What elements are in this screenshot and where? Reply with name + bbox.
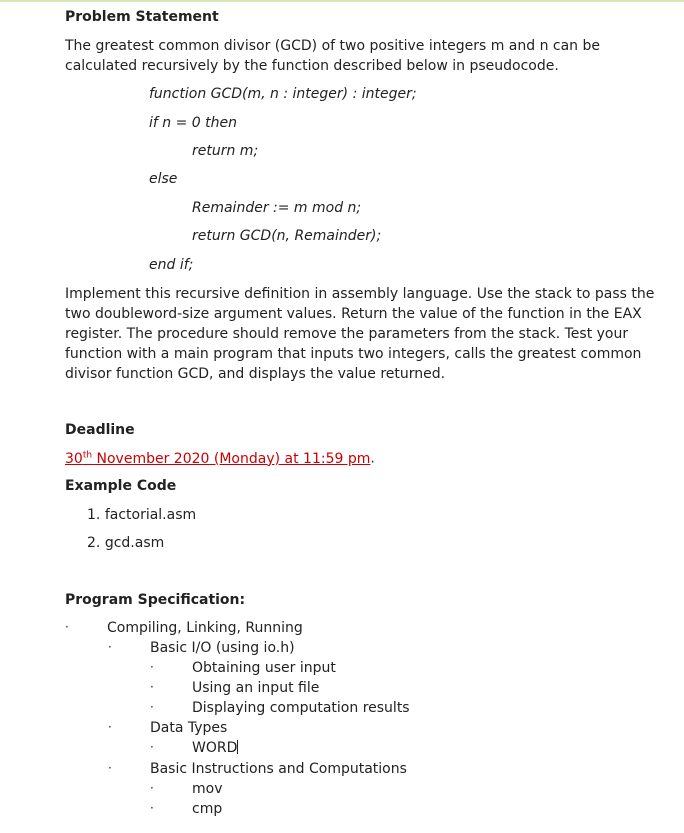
problem-heading: Problem Statement xyxy=(65,9,219,25)
code-line-7: end if; xyxy=(149,257,194,273)
deadline-heading: Deadline xyxy=(65,422,135,438)
example-item-2[interactable]: 2. gcd.asm xyxy=(87,535,165,551)
bullet-dot: · xyxy=(150,801,154,815)
bullet-dot: · xyxy=(150,700,154,714)
spec-level3-cmp: cmp xyxy=(192,801,223,817)
example-item-1[interactable]: 1. factorial.asm xyxy=(87,507,197,523)
bullet-dot: · xyxy=(65,620,69,634)
spec-level3-mov: mov xyxy=(192,781,223,797)
bullet-dot: · xyxy=(150,740,154,754)
problem-task: Implement this recursive definition in assembly language. Use the stack to pass the two doubleword-size argument values. Return the value of the function in the EAX register. The procedure should remove the parameters from the stack. Test your function with a main program that inputs two integers, calls the greatest common divisor function GCD, and displays the value returned. xyxy=(65,286,655,382)
bullet-dot: · xyxy=(150,660,154,674)
bullet-dot: · xyxy=(108,761,112,775)
code-line-3: return m; xyxy=(192,143,259,159)
example-heading: Example Code xyxy=(65,478,177,494)
spec-level3-display: Displaying computation results xyxy=(192,700,410,716)
code-line-5: Remainder := m mod n; xyxy=(192,200,362,216)
spec-level2-types: Data Types xyxy=(150,720,228,736)
spec-heading: Program Specification: xyxy=(65,592,246,608)
spec-level2-instructions: Basic Instructions and Computations xyxy=(150,761,407,777)
spec-level3-input-file: Using an input file xyxy=(192,680,320,696)
text-cursor xyxy=(237,740,238,754)
spec-level2-io: Basic I/O (using io.h) xyxy=(150,640,295,656)
top-border xyxy=(0,0,684,4)
bullet-dot: · xyxy=(108,720,112,734)
spec-level3-word[interactable]: WORD xyxy=(192,740,238,756)
bullet-dot: · xyxy=(108,640,112,654)
code-line-2: if n = 0 then xyxy=(149,115,237,131)
code-line-6: return GCD(n, Remainder); xyxy=(192,228,382,244)
deadline-date: 30th November 2020 (Monday) at 11:59 pm xyxy=(65,450,371,467)
bullet-dot: · xyxy=(150,781,154,795)
spec-level1-item: Compiling, Linking, Running xyxy=(107,620,303,636)
problem-intro: The greatest common divisor (GCD) of two positive integers m and n can be calculated recursively by the function described below in pseudocode. xyxy=(65,38,601,74)
bullet-dot: · xyxy=(150,680,154,694)
code-line-1: function GCD(m, n : integer) : integer; xyxy=(149,86,417,102)
code-line-4: else xyxy=(149,171,178,187)
deadline-text: 30th November 2020 (Monday) at 11:59 pm. xyxy=(65,450,375,467)
spec-level3-user-input: Obtaining user input xyxy=(192,660,336,676)
